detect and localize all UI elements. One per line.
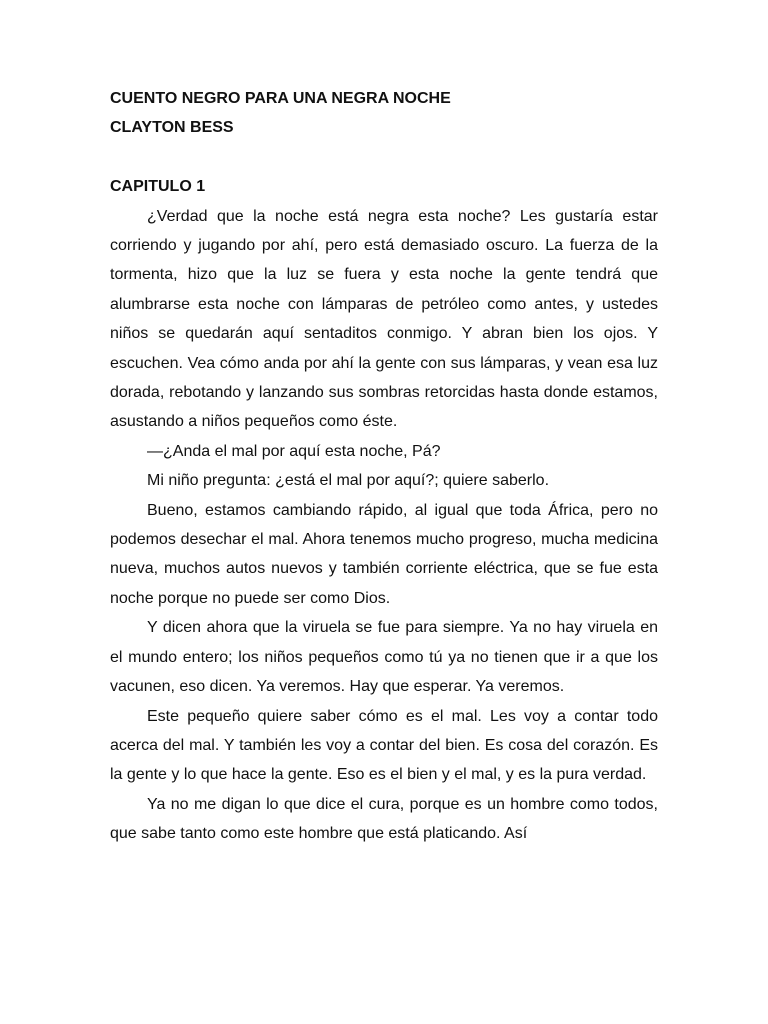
chapter-heading: CAPITULO 1 [110, 178, 206, 196]
paragraph: —¿Anda el mal por aquí esta noche, Pá? [147, 442, 441, 460]
blank-line [110, 143, 658, 172]
document-body [110, 84, 658, 849]
author-name: CLAYTON BESS [110, 119, 234, 137]
paragraph: Este pequeño quiere saber cómo es el mal. Les voy a contar todo acerca del mal. Y también les voy a contar del bien. Es cosa del corazón. Es la gente y lo que hace la gente. Eso es el bien y el mal, y es la pura verdad. [110, 707, 658, 784]
paragraph: Mi niño pregunta: ¿está el mal por aquí?; quiere saberlo. [147, 472, 550, 490]
story-title: CUENTO NEGRO PARA UNA NEGRA NOCHE [110, 90, 451, 107]
paragraph: Ya no me digan lo que dice el cura, porque es un hombre como todos, que sabe tanto como este hombre que está platicando. Así [110, 795, 658, 843]
paragraph: Y dicen ahora que la viruela se fue para siempre. Ya no hay viruela en el mundo entero; los niños pequeños como tú ya no tienen que ir a que los vacunen, eso dicen. Ya veremos. Hay que esperar. Ya veremos. [110, 619, 658, 696]
paragraph: Bueno, estamos cambiando rápido, al igual que toda África, pero no podemos desechar el mal. Ahora tenemos mucho progreso, mucha medicina nueva, muchos autos nuevos y también corriente eléctrica, que se fue esta noche porque no puede ser como Dios. [110, 501, 658, 607]
paragraph: ¿Verdad que la noche está negra esta noche? Les gustaría estar corriendo y jugando por ahí, pero está demasiado oscuro. La fuerza de la tormenta, hizo que la luz se fuera y esta noche la gente tendrá que alumbrarse esta noche con lámparas de petróleo como antes, y ustedes niños se quedarán aquí sentaditos conmigo. Y abran bien los ojos. Y escuchen. Vea cómo anda por ahí la gente con sus lámparas, y vean esa luz dorada, rebotando y lanzando sus sombras retorcidas hasta donde estamos, asustando a niños pequeños como éste. [110, 207, 658, 431]
